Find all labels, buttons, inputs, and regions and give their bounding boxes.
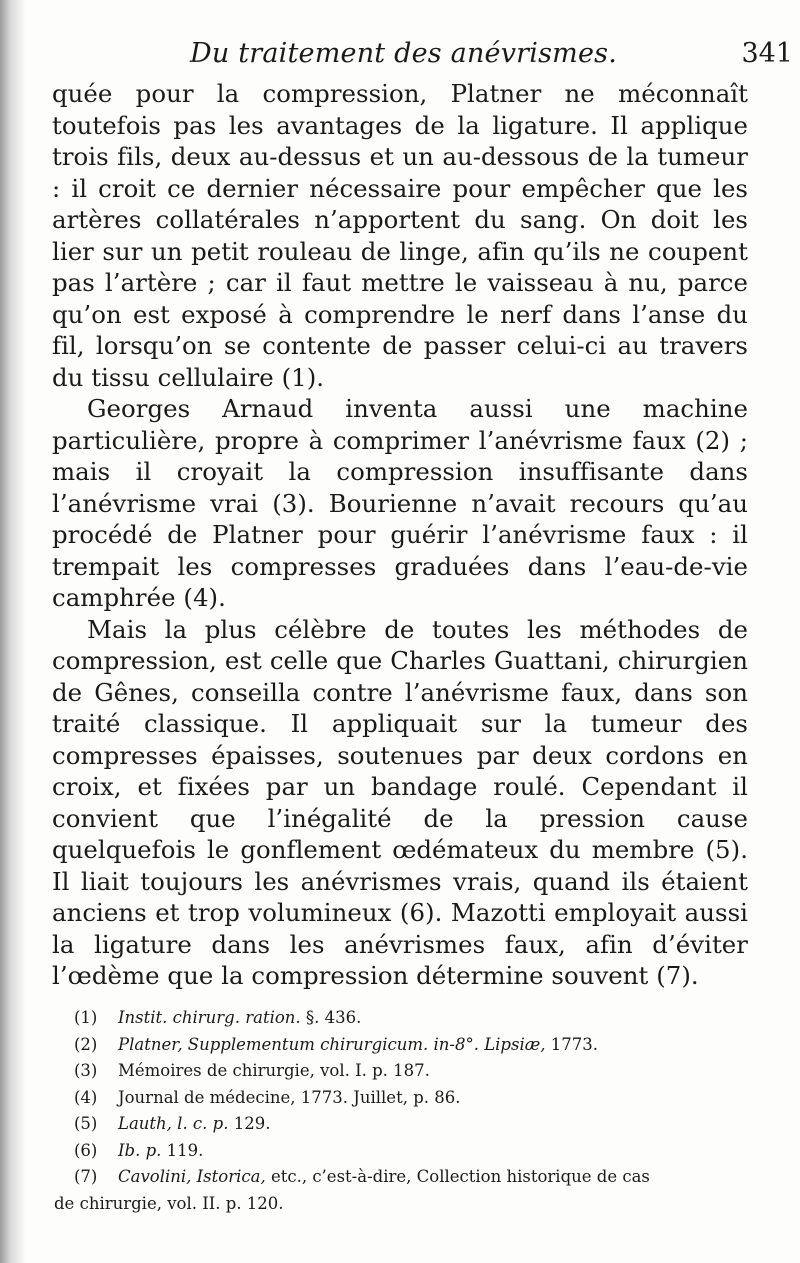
footnote-italic: Ib. p. xyxy=(118,1140,162,1160)
footnote xyxy=(52,1032,752,1059)
paragraph: Mais la plus célèbre de toutes les méthodes de compression, est celle que Charles Guattani, chirurgien de Gênes, conseilla contre l’anévrisme faux, dans son traité classique. Il appliquait sur la tumeur des compresses épaisses, soutenues par deux cordons en croix, et fixées par un bandage roulé. Cependant il convient que l’inégalité de la pression cause quelquefois le gonflement œdémateux du membre (5). Il liait toujours les anévrismes vrais, quand ils étaient anciens et trop volumineux (6). Mazotti employait aussi la ligature dans les anévrismes faux, afin d’éviter l’œdème que la compression détermine souvent (7). xyxy=(52,614,748,990)
footnote xyxy=(52,1005,752,1032)
paragraph: Georges Arnaud inventa aussi une machine particulière, propre à comprimer l’anévrisme faux (2) ; mais il croyait la compression insuffisante dans l’anévrisme vrai (3). Bourienne n’avait recours qu’au procédé de Platner pour guérir l’anévrisme faux : il trempait les compresses graduées dans l’eau-de-vie camphrée (4). xyxy=(52,394,748,612)
footnote-text: 119. xyxy=(161,1140,204,1160)
footnote-number: (7) xyxy=(74,1167,98,1186)
footnote-number: (6) xyxy=(74,1140,98,1160)
footnote xyxy=(52,1085,752,1112)
footnote-italic: Cavolini, Istorica, xyxy=(118,1167,266,1186)
footnote xyxy=(52,1058,752,1085)
footnote xyxy=(52,1138,752,1165)
footnote-number: (1) xyxy=(74,1008,98,1027)
footnotes xyxy=(52,1005,752,1217)
footnote xyxy=(52,1111,752,1138)
footnote-number: (5) xyxy=(74,1114,98,1133)
footnote-continuation: de chirurgie, vol. II. p. 120. xyxy=(54,1193,284,1213)
footnote-text: §. 436. xyxy=(300,1008,362,1027)
footnote-number: (3) xyxy=(74,1061,98,1080)
footnote xyxy=(52,1164,746,1217)
footnote-italic: Lauth, l. c. p. xyxy=(118,1114,229,1133)
paragraph: quée pour la compression, Platner ne méconnaît toutefois pas les avantages de la ligature. Il applique trois fils, deux au-dessus et un au-dessous de la tumeur : il croit ce dernier nécessaire pour empêcher que les artères collatérales n’apportent du sang. On doit les lier sur un petit rouleau de linge, afin qu’ils ne coupent pas l’artère ; car il faut mettre le vaisseau à nu, parce qu’on est exposé à comprendre le nerf dans l’anse du fil, lorsqu’on se contente de passer celui-ci au travers du tissu cellulaire (1). xyxy=(52,79,748,392)
footnote-text: Journal de médecine, 1773. Juillet, p. 86. xyxy=(118,1087,461,1107)
footnote-number: (2) xyxy=(74,1034,98,1054)
footnote-number: (4) xyxy=(74,1087,98,1107)
page-header xyxy=(55,36,793,76)
footnote-italic: Instit. chirurg. ration. xyxy=(118,1008,301,1027)
running-title: Du traitement des anévrismes. xyxy=(190,38,617,69)
footnote-text: 1773. xyxy=(545,1034,598,1054)
gutter-shadow xyxy=(0,0,26,1263)
footnote-text: Mémoires de chirurgie, vol. I. p. 187. xyxy=(118,1061,430,1080)
page-number: 341 xyxy=(741,38,793,69)
footnote-italic: Platner, Supplementum chirurgicum. in-8°. Lipsiæ, xyxy=(118,1034,546,1054)
footnote-text: etc., c’est-à-dire, Collection historique de cas xyxy=(265,1167,650,1186)
footnote-text: 129. xyxy=(228,1114,271,1133)
main-text xyxy=(52,78,748,992)
